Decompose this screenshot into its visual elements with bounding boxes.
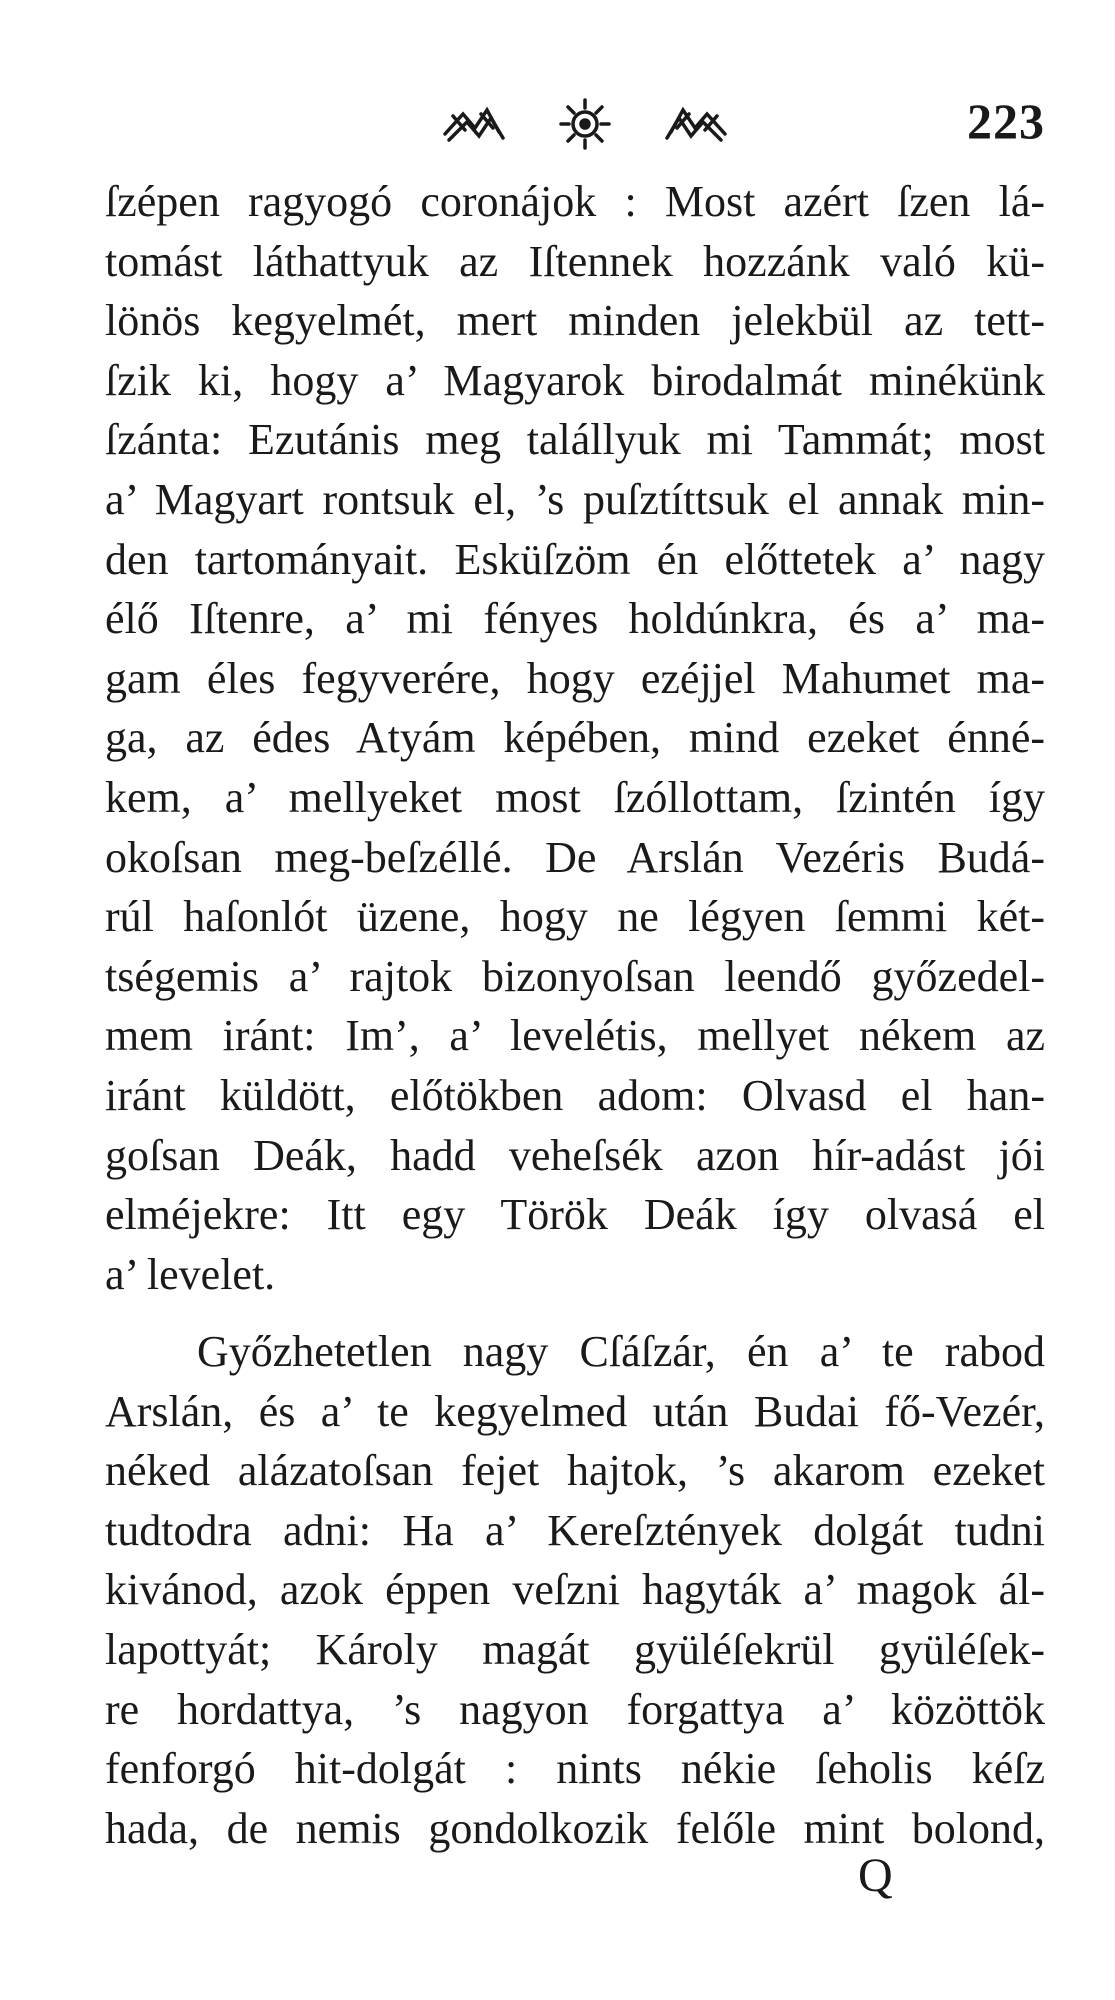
text-line: rúl haſonlót üzene, hogy ne légyen ſemmi két- bbox=[105, 892, 1045, 942]
text-line: kem, a’ mellyeket most ſzóllottam, ſzintén így bbox=[105, 772, 1045, 822]
text-line: den tartományait. Esküſzöm én előttetek a’ nagy bbox=[105, 534, 1045, 584]
text-line: tomást láthattyuk az Iſtennek hozzánk való kü- bbox=[105, 236, 1045, 286]
text-line: a’ levelet. bbox=[105, 1249, 276, 1299]
paragraph-1 bbox=[105, 172, 1045, 1304]
page-header bbox=[105, 88, 1045, 158]
text-line: re hordattya, ’s nagyon forgattya a’ közöttök bbox=[105, 1684, 1045, 1734]
text-line: mem iránt: Im’, a’ levelétis, mellyet nékem az bbox=[105, 1011, 1045, 1061]
text-line: ſzik ki, hogy a’ Magyarok birodalmát minékünk bbox=[105, 355, 1045, 405]
text-line: lönös kegyelmét, mert minden jelekbül az tett- bbox=[105, 296, 1045, 346]
text-line: goſsan Deák, hadd veheſsék azon hír-adást jói bbox=[105, 1130, 1045, 1180]
text-line: tségemis a’ rajtok bizonyoſsan leendő győzedel- bbox=[105, 951, 1045, 1001]
text-line: okoſsan meg-beſzéllé. De Arslán Vezéris Budá- bbox=[105, 832, 1045, 882]
text-line: néked alázatoſsan fejet hajtok, ’s akarom ezeket bbox=[105, 1446, 1045, 1496]
text-line: kivánod, azok éppen veſzni hagyták a’ magok ál- bbox=[105, 1565, 1045, 1615]
paragraph-2 bbox=[105, 1322, 1045, 1858]
text-line: hada, de nemis gondolkozik felőle mint bolond, bbox=[105, 1803, 1045, 1853]
signature-mark: Q bbox=[858, 1849, 893, 1902]
text-line: Győzhetetlen nagy Cſáſzár, én a’ te rabod bbox=[197, 1327, 1045, 1376]
text-line: elméjekre: Itt egy Török Deák így olvasá el bbox=[105, 1190, 1045, 1240]
text-line: Arslán, és a’ te kegyelmed után Budai fő-Vezér, bbox=[105, 1386, 1045, 1436]
text-line: a’ Magyart rontsuk el, ’s puſztíttsuk el annak min- bbox=[105, 474, 1045, 524]
text-line: élő Iſtenre, a’ mi fényes holdúnkra, és a’ ma- bbox=[105, 594, 1045, 644]
text-line: ga, az édes Atyám képében, mind ezeket énné- bbox=[105, 713, 1045, 763]
text-line: lapottyát; Károly magát gyüléſekrül gyüléſek- bbox=[105, 1624, 1045, 1674]
text-line: ſzépen ragyogó coronájok : Most azért ſzen lá- bbox=[105, 177, 1045, 226]
text-line: gam éles fegyverére, hogy ezéjjel Mahumet ma- bbox=[105, 653, 1045, 703]
page-number: 223 bbox=[967, 93, 1045, 149]
text-line: ſzánta: Ezutánis meg talállyuk mi Tammát; most bbox=[105, 415, 1045, 465]
text-line: tudtodra adni: Ha a’ Kereſztények dolgát tudni bbox=[105, 1505, 1045, 1555]
text-line: fenforgó hit-dolgát : nints nékie ſeholis kéſz bbox=[105, 1744, 1045, 1794]
text-line: iránt küldött, előtökben adom: Olvasd el han- bbox=[105, 1070, 1045, 1120]
decorative-header-ornament-icon bbox=[435, 94, 735, 154]
